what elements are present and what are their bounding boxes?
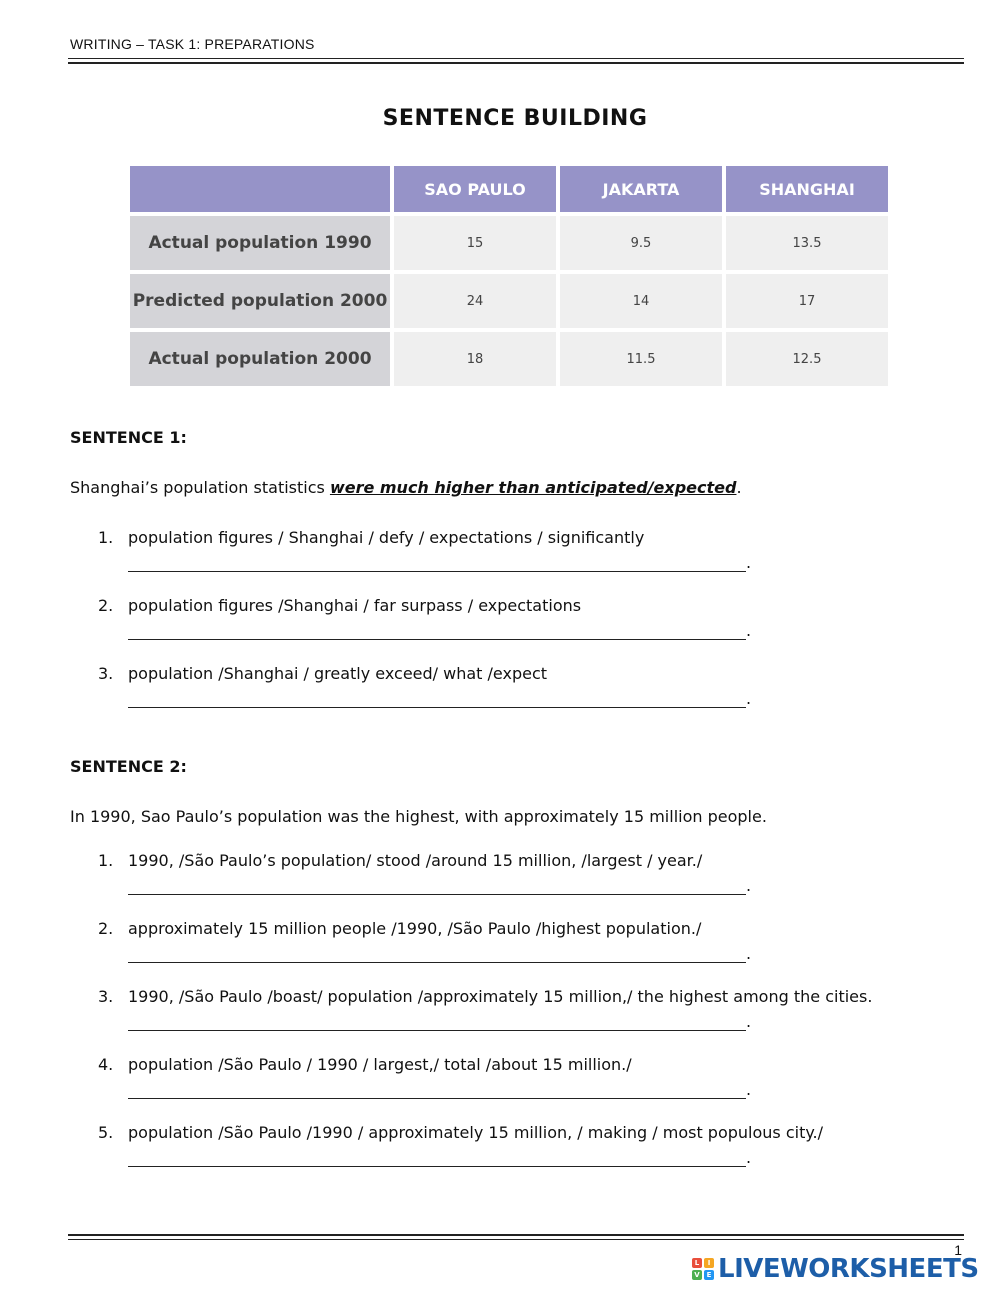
prompt-item <box>98 851 702 870</box>
table-cell: 18 <box>394 332 556 386</box>
prompt-item <box>98 919 701 938</box>
answer-line[interactable] <box>128 962 746 963</box>
table-cell: 11.5 <box>560 332 722 386</box>
line-end-period: . <box>746 621 752 640</box>
sentence1-model <box>70 478 742 497</box>
prompt-item <box>98 1055 632 1074</box>
answer-line[interactable] <box>128 1098 746 1099</box>
row-header: Actual population 2000 <box>130 332 390 386</box>
row-header: Actual population 1990 <box>130 216 390 270</box>
prompt-item <box>98 596 581 615</box>
item-text: population figures /Shanghai / far surpass / expectations <box>128 596 582 615</box>
answer-line[interactable] <box>128 894 746 895</box>
item-text: population figures / Shanghai / defy / expectations / significantly <box>128 528 645 547</box>
line-end-period: . <box>746 876 752 895</box>
answer-line[interactable] <box>128 1030 746 1031</box>
page-title: SENTENCE BUILDING <box>382 106 648 131</box>
answer-line[interactable] <box>128 639 746 640</box>
table-header-row <box>130 166 888 212</box>
column-header: JAKARTA <box>560 166 722 212</box>
item-number: 2. <box>98 596 114 615</box>
prompt-item <box>98 987 872 1006</box>
model-end: . <box>736 478 742 497</box>
logo-letter: I <box>704 1258 714 1268</box>
model-text: Shanghai’s population statistics <box>70 478 330 497</box>
prompt-item <box>98 664 547 683</box>
item-text: population /Shanghai / greatly exceed/ what /expect <box>128 664 548 683</box>
column-header: SAO PAULO <box>394 166 556 212</box>
liveworksheets-logo[interactable] <box>692 1253 979 1285</box>
table-cell: 13.5 <box>726 216 888 270</box>
page-header: WRITING – TASK 1: PREPARATIONS <box>70 36 315 52</box>
answer-line[interactable] <box>128 1166 746 1167</box>
item-number: 2. <box>98 919 114 938</box>
column-header: SHANGHAI <box>726 166 888 212</box>
table-cell: 17 <box>726 274 888 328</box>
item-number: 1. <box>98 528 114 547</box>
answer-line[interactable] <box>128 707 746 708</box>
table-cell: 24 <box>394 274 556 328</box>
table-cell: 15 <box>394 216 556 270</box>
page-number: 1 <box>954 1242 962 1258</box>
logo-icon <box>692 1258 714 1280</box>
item-number: 1. <box>98 851 114 870</box>
table-row <box>130 332 888 386</box>
model-emphasis: were much higher than anticipated/expected <box>329 478 737 497</box>
line-end-period: . <box>746 944 752 963</box>
line-end-period: . <box>746 553 752 572</box>
table-cell: 12.5 <box>726 332 888 386</box>
item-text: 1990, /São Paulo /boast/ population /approximately 15 million,/ the highest among the cities. <box>128 987 873 1006</box>
logo-text: LIVEWORKSHEETS <box>718 1254 979 1284</box>
table-row <box>130 216 888 270</box>
sentence2-heading: SENTENCE 2: <box>70 757 187 776</box>
logo-letter: V <box>692 1270 702 1280</box>
header-rule <box>68 58 964 64</box>
item-text: population /São Paulo / 1990 / largest,/ total /about 15 million./ <box>128 1055 632 1074</box>
population-table <box>126 162 892 390</box>
table-corner-cell <box>130 166 390 212</box>
item-number: 5. <box>98 1123 114 1142</box>
table-cell: 14 <box>560 274 722 328</box>
item-number: 3. <box>98 987 114 1006</box>
answer-line[interactable] <box>128 571 746 572</box>
sentence1-heading: SENTENCE 1: <box>70 428 187 447</box>
logo-letter: L <box>692 1258 702 1268</box>
item-number: 3. <box>98 664 114 683</box>
prompt-item <box>98 528 644 547</box>
line-end-period: . <box>746 1148 752 1167</box>
table-row <box>130 274 888 328</box>
prompt-item <box>98 1123 823 1142</box>
logo-letter: E <box>704 1270 714 1280</box>
row-header: Predicted population 2000 <box>130 274 390 328</box>
line-end-period: . <box>746 1012 752 1031</box>
line-end-period: . <box>746 1080 752 1099</box>
sentence2-model: In 1990, Sao Paulo’s population was the highest, with approximately 15 million people. <box>70 807 767 826</box>
item-text: approximately 15 million people /1990, /São Paulo /highest population./ <box>128 919 702 938</box>
line-end-period: . <box>746 689 752 708</box>
item-text: population /São Paulo /1990 / approximately 15 million, / making / most populous city./ <box>128 1123 824 1142</box>
table-cell: 9.5 <box>560 216 722 270</box>
footer-rule <box>68 1234 964 1240</box>
item-text: 1990, /São Paulo’s population/ stood /around 15 million, /largest / year./ <box>128 851 703 870</box>
item-number: 4. <box>98 1055 114 1074</box>
